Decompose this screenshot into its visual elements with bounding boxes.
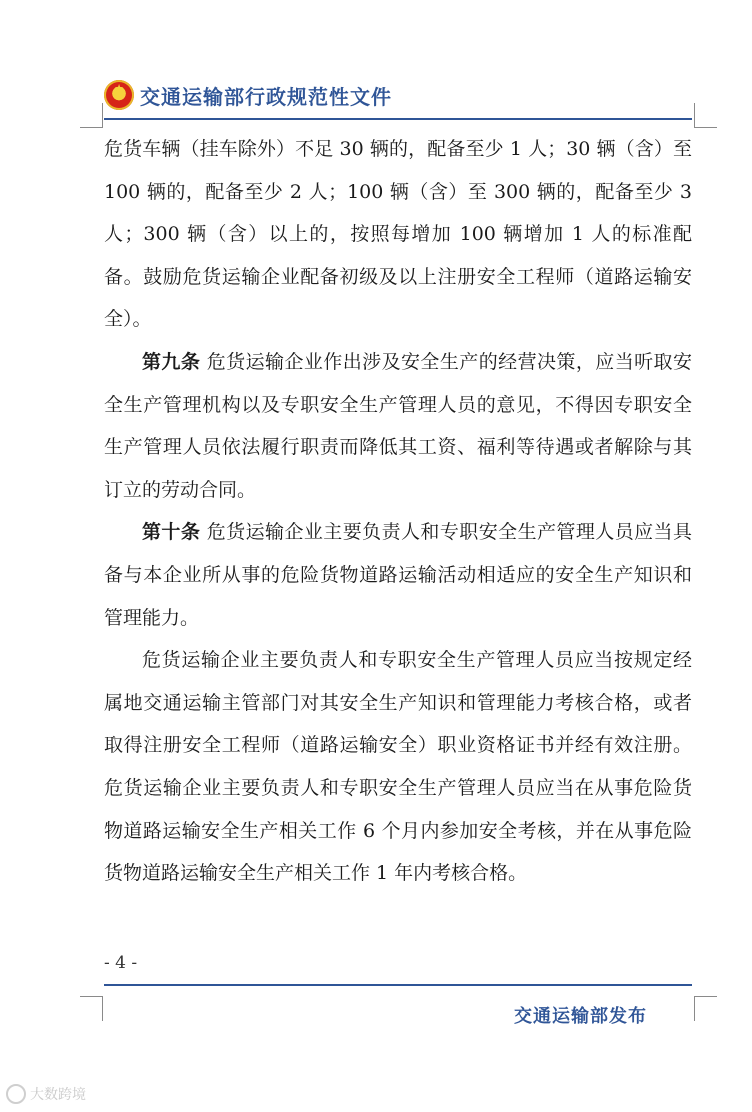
paragraph-text: 危货车辆（挂车除外）不足 30 辆的，配备至少 1 人；30 辆（含）至 100 辆的，配备至少 2 人；100 辆（含）至 300 辆的，配备至少 3 人；300 辆（含）以上的，按照每增加 100 辆增加 1 人的标准配备。鼓励危货运输企业配备初级及以上注册安全工程师（道路运输安全）。 [104, 138, 692, 331]
header-divider [104, 118, 692, 120]
paragraph-text: 危货运输企业作出涉及安全生产的经营决策，应当听取安全生产管理机构以及专职安全生产管理人员的意见，不得因专职安全生产管理人员依法履行职责而降低其工资、福利等待遇或者解除与其订立的劳动合同。 [104, 350, 692, 501]
watermark-text: 大数跨境 [30, 1087, 86, 1103]
crop-mark-bottom-right [694, 996, 717, 1021]
paragraph-text: 危货运输企业主要负责人和专职安全生产管理人员应当按规定经属地交通运输主管部门对其安全生产知识和管理能力考核合格，或者取得注册安全工程师（道路运输安全）职业资格证书并经有效注册。危货运输企业主要负责人和专职安全生产管理人员应当在从事危险货物道路运输安全生产相关工作 6 个月内参加安全考核，并在从事危险货物道路运输安全生产相关工作 1 年内考核合格。 [104, 649, 692, 885]
national-emblem-icon [104, 80, 134, 110]
logo-icon [6, 1084, 26, 1104]
article-number: 第十条 [142, 521, 201, 544]
document-body [104, 128, 692, 895]
crop-mark-top-right [694, 103, 717, 128]
article-paragraph [104, 341, 692, 511]
paragraph [104, 128, 692, 341]
article-paragraph [104, 511, 692, 639]
document-header [104, 80, 392, 110]
paragraph-text: 危货运输企业主要负责人和专职安全生产管理人员应当具备与本企业所从事的危险货物道路运输活动相适应的安全生产知识和管理能力。 [104, 521, 692, 629]
header-title: 交通运输部行政规范性文件 [140, 84, 392, 109]
crop-mark-bottom-left [80, 996, 103, 1021]
footer-publisher: 交通运输部发布 [514, 1006, 647, 1027]
article-number: 第九条 [142, 350, 201, 373]
footer-divider [104, 984, 692, 986]
paragraph [104, 639, 692, 895]
crop-mark-top-left [80, 103, 103, 128]
page-number: - 4 - [104, 953, 138, 973]
watermark [6, 1084, 86, 1104]
